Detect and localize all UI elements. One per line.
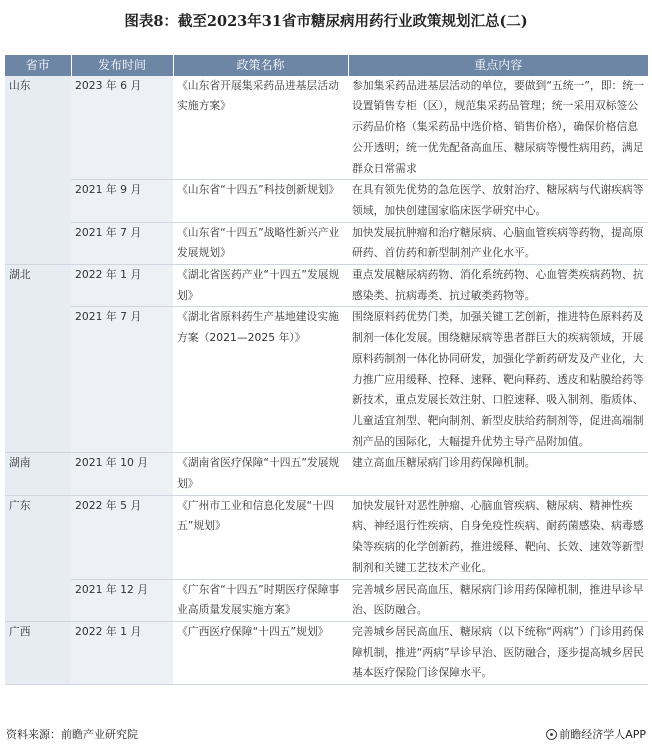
content-cell: 加快发展抗肿瘤和治疗糖尿病、心脑血管疾病等药物，提高原研药、首仿药和新型制剂产业化水平。	[348, 222, 648, 264]
header-policy: 政策名称	[173, 55, 348, 76]
policy-cell: 《山东省“十四五”科技创新规划》	[173, 180, 348, 222]
table-row	[5, 621, 648, 684]
content-cell: 重点发展糖尿病药物、消化系统药物、心血管类疾病药物、抗感染类、抗病毒类、抗过敏类药物等。	[348, 265, 648, 307]
policy-table	[5, 55, 648, 685]
date-cell: 2023 年 6 月	[71, 76, 173, 180]
date-cell: 2021 年 10 月	[71, 453, 173, 495]
date-cell: 2022 年 1 月	[71, 621, 173, 684]
table-header-row	[5, 55, 648, 76]
policy-cell: 《湖南省医疗保障“十四五”发展规划》	[173, 453, 348, 495]
date-cell: 2021 年 12 月	[71, 579, 173, 621]
content-cell: 参加集采药品进基层活动的单位，要做到“五统一”，即：统一设置销售专柜（区），规范集采药品管理；统一采用双标签公示药品价格（集采药品中选价格、销售价格），确保价格信息公开透明；统一优先配备高血压、糖尿病等慢性病用药，满足群众日常需求	[348, 76, 648, 180]
content-cell: 加快发展针对恶性肿瘤、心脑血管疾病、糖尿病、精神性疾病、神经退行性疾病、自身免疫性疾病、耐药菌感染、病毒感染等疾病的化学创新药，推进缓释、靶向、长效、速效等新型制剂和关键工艺技术产业化。	[348, 495, 648, 579]
city-cell: 广东	[5, 495, 71, 621]
table-row	[5, 579, 648, 621]
content-cell: 围绕原料药优势门类，加强关键工艺创新，推进特色原料药及制剂一体化发展。围绕糖尿病等患者群巨大的疾病领域，开展原料药制剂一体化协同研发，加强化学新药研发及产业化，大力推广应用缓释、控释、速释、靶向释药、透皮和粘膜给药等新技术，重点发展长效注射、口腔速释、吸入制剂、脂质体、儿童适宜剂型、靶向制剂、新型皮肤给药制剂等，促进高端制剂产品的国际化，大幅提升优势主导产品附加值。	[348, 307, 648, 453]
brand-credit	[546, 726, 646, 742]
date-cell: 2022 年 5 月	[71, 495, 173, 579]
policy-cell: 《广西医疗保障“十四五”规划》	[173, 621, 348, 684]
content-cell: 完善城乡居民高血压、糖尿病门诊用药保障机制，推进早诊早治、医防融合。	[348, 579, 648, 621]
table-row	[5, 76, 648, 180]
content-cell: 完善城乡居民高血压、糖尿病（以下统称“两病”）门诊用药保障机制，推进“两病”早诊早治、医防融合，逐步提高城乡居民基本医疗保险门诊保障水平。	[348, 621, 648, 684]
date-cell: 2022 年 1 月	[71, 265, 173, 307]
policy-cell: 《山东省开展集采药品进基层活动实施方案》	[173, 76, 348, 180]
header-content: 重点内容	[348, 55, 648, 76]
table-row	[5, 307, 648, 453]
page-title: 图表8：截至2023年31省市糖尿病用药行业政策规划汇总(二)	[124, 13, 528, 30]
table-row	[5, 453, 648, 495]
header-date: 发布时间	[71, 55, 173, 76]
content-cell: 建立高血压糖尿病门诊用药保障机制。	[348, 453, 648, 495]
policy-cell: 《广东省“十四五”时期医疗保障事业高质量发展实施方案》	[173, 579, 348, 621]
table-row	[5, 222, 648, 264]
table-row	[5, 265, 648, 307]
table-row	[5, 495, 648, 579]
policy-cell: 《湖北省原料药生产基地建设实施方案（2021—2025 年）》	[173, 307, 348, 453]
city-cell: 山东	[5, 76, 71, 265]
content-cell: 在具有领先优势的急危医学、放射治疗、糖尿病与代谢疾病等领域，加快创建国家临床医学研究中心。	[348, 180, 648, 222]
table-row	[5, 180, 648, 222]
brand-label: 前瞻经济学人APP	[559, 728, 646, 741]
policy-cell: 《广州市工业和信息化发展“十四五”规划》	[173, 495, 348, 579]
policy-cell: 《湖北省医药产业“十四五”发展规划》	[173, 265, 348, 307]
city-cell: 湖北	[5, 265, 71, 453]
date-cell: 2021 年 7 月	[71, 222, 173, 264]
policy-cell: 《山东省“十四五”战略性新兴产业发展规划》	[173, 222, 348, 264]
date-cell: 2021 年 9 月	[71, 180, 173, 222]
header-city: 省市	[5, 55, 71, 76]
city-cell: 湖南	[5, 453, 71, 495]
qianzhan-logo-icon	[546, 729, 557, 740]
source-note: 资料来源：前瞻产业研究院	[6, 728, 138, 741]
date-cell: 2021 年 7 月	[71, 307, 173, 453]
city-cell: 广西	[5, 621, 71, 684]
